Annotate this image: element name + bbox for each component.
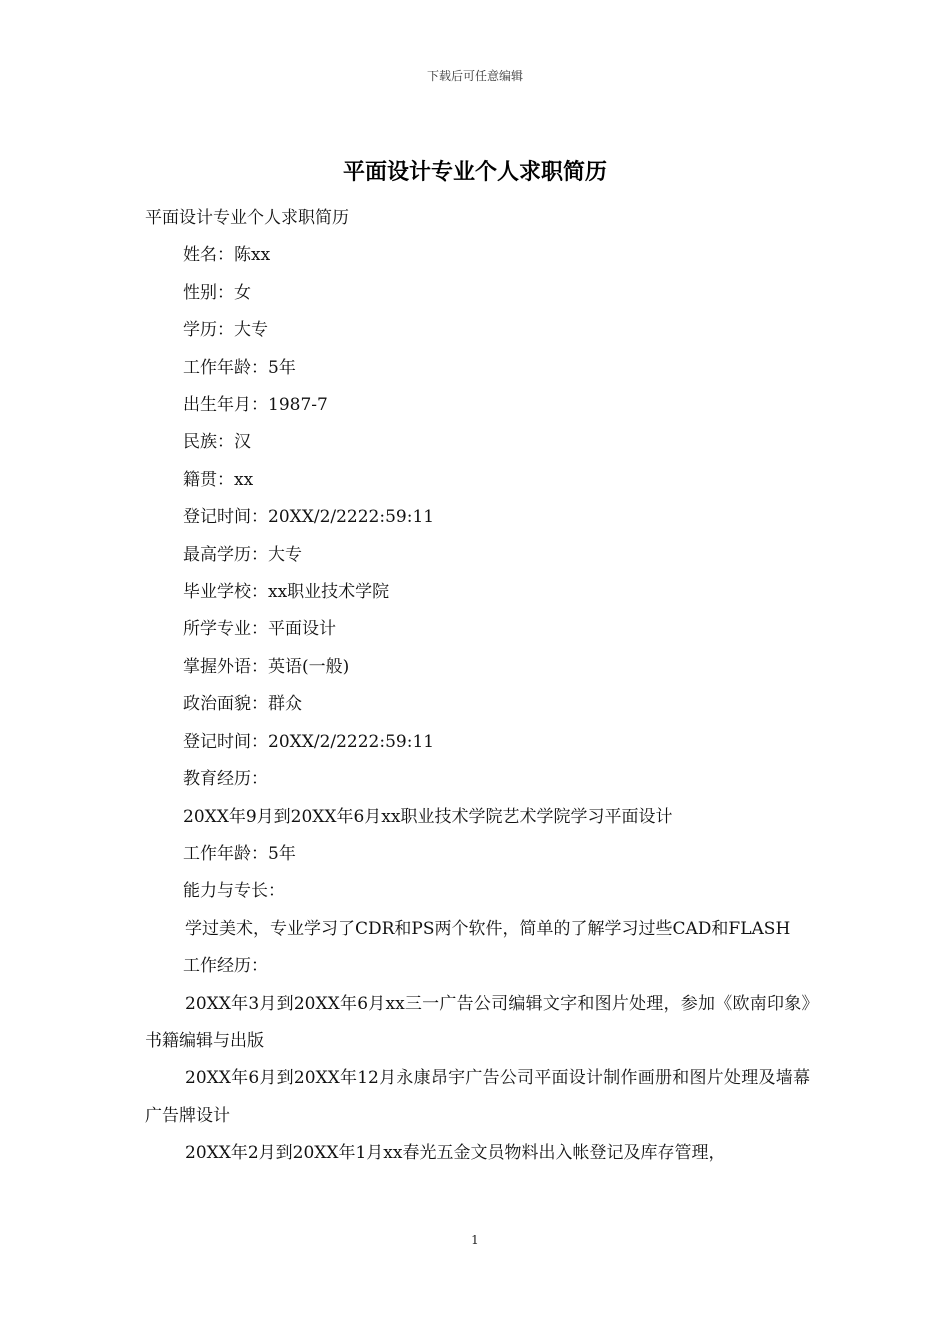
work-entry: 20XX年6月到20XX年12月永康昂宇广告公司平面设计制作画册和图片处理及墙幕广告牌设计: [145, 1068, 810, 1126]
field-gender: 性别：女: [183, 282, 251, 303]
field-register-time: 登记时间：20XX/2/2222:59:11: [183, 507, 435, 528]
field-ethnicity: 民族：汉: [183, 432, 251, 453]
field-work-years-2: 工作年龄：5年: [183, 843, 296, 864]
field-name: 姓名：陈xx: [183, 245, 271, 266]
document-title: 平面设计专业个人求职简历: [342, 159, 607, 185]
field-register-time-2: 登记时间：20XX/2/2222:59:11: [183, 731, 435, 752]
field-education: 学历：大专: [183, 320, 268, 341]
field-birth-date: 出生年月：1987-7: [183, 395, 328, 416]
work-entry: 20XX年3月到20XX年6月xx三一广告公司编辑文字和图片处理，参加《欧南印象》书籍编辑与出版: [145, 993, 810, 1051]
work-heading: 工作经历：: [183, 956, 268, 977]
field-school: 毕业学校：xx职业技术学院: [183, 582, 390, 603]
field-language: 掌握外语：英语(一般): [183, 656, 350, 677]
field-work-years: 工作年龄：5年: [183, 357, 296, 378]
skills-paragraph: 学过美术，专业学习了CDR和PS两个软件，简单的了解学习过些CAD和FLASH: [185, 918, 791, 939]
field-highest-degree: 最高学历：大专: [183, 544, 302, 565]
skills-heading: 能力与专长：: [183, 881, 285, 902]
field-major: 所学专业：平面设计: [183, 619, 336, 640]
field-native-place: 籍贯：xx: [183, 469, 254, 490]
document-subtitle: 平面设计专业个人求职简历: [145, 208, 349, 228]
page-header-note: 下载后可任意编辑: [426, 69, 523, 83]
work-entry: 20XX年2月到20XX年1月xx春光五金文员物料出入帐登记及库存管理，: [185, 1143, 726, 1164]
field-political-status: 政治面貌：群众: [183, 694, 302, 715]
education-heading: 教育经历：: [183, 769, 268, 790]
document-body: [145, 200, 810, 1173]
education-entry: 20XX年9月到20XX年6月xx职业技术学院艺术学院学习平面设计: [183, 806, 673, 827]
page-number: 1: [471, 1233, 479, 1247]
